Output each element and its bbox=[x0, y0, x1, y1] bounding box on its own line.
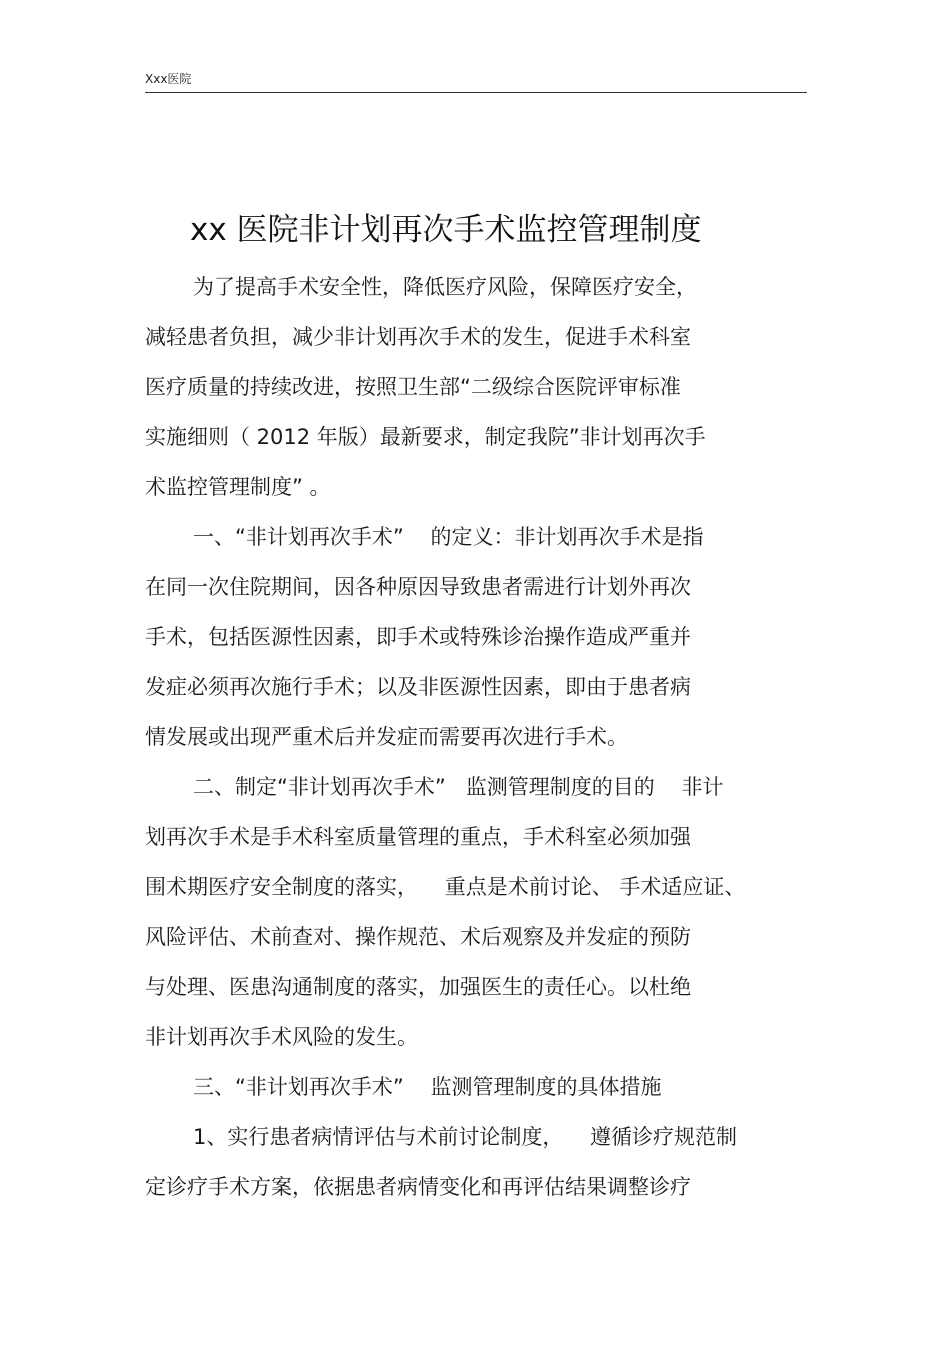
body-line: 发症必须再次施行手术；以及非医源性因素，即由于患者病 bbox=[145, 675, 691, 699]
body-line: 一、“非计划再次手术” 的定义：非计划再次手术是指 bbox=[193, 525, 704, 549]
body-line: 手术，包括医源性因素，即手术或特殊诊治操作造成严重并 bbox=[145, 625, 691, 649]
body-line: 术监控管理制度” 。 bbox=[145, 475, 331, 499]
body-line: 在同一次住院期间，因各种原因导致患者需进行计划外再次 bbox=[145, 575, 691, 599]
body-line: 医疗质量的持续改进，按照卫生部“二级综合医院评审标准 bbox=[145, 375, 681, 399]
body-line: 情发展或出现严重术后并发症而需要再次进行手术。 bbox=[145, 725, 628, 749]
header-divider bbox=[145, 92, 807, 93]
body-line: 与处理、医患沟通制度的落实，加强医生的责任心。以杜绝 bbox=[145, 975, 691, 999]
body-line: 非计划再次手术风险的发生。 bbox=[145, 1025, 418, 1049]
body-line: 划再次手术是手术科室质量管理的重点，手术科室必须加强 bbox=[145, 825, 691, 849]
body-line: 1、实行患者病情评估与术前讨论制度， 遵循诊疗规范制 bbox=[193, 1125, 738, 1149]
body-line: 实施细则（ 2012 年版）最新要求，制定我院”非计划再次手 bbox=[145, 425, 706, 449]
body-line: 二、制定“非计划再次手术” 监测管理制度的目的 非计 bbox=[193, 775, 724, 799]
body-line: 为了提高手术安全性，降低医疗风险，保障医疗安全， bbox=[193, 275, 697, 299]
body-line: 三、“非计划再次手术” 监测管理制度的具体措施 bbox=[193, 1075, 662, 1099]
body-line: 风险评估、术前查对、操作规范、术后观察及并发症的预防 bbox=[145, 925, 691, 949]
body-line: 围术期医疗安全制度的落实， 重点是术前讨论、 手术适应证、 bbox=[145, 875, 746, 899]
document-title: xx 医院非计划再次手术监控管理制度 bbox=[190, 212, 702, 248]
body-line: 定诊疗手术方案，依据患者病情变化和再评估结果调整诊疗 bbox=[145, 1175, 691, 1199]
body-line: 减轻患者负担，减少非计划再次手术的发生，促进手术科室 bbox=[145, 325, 691, 349]
page-header-text: Xxx医院 bbox=[145, 72, 192, 86]
